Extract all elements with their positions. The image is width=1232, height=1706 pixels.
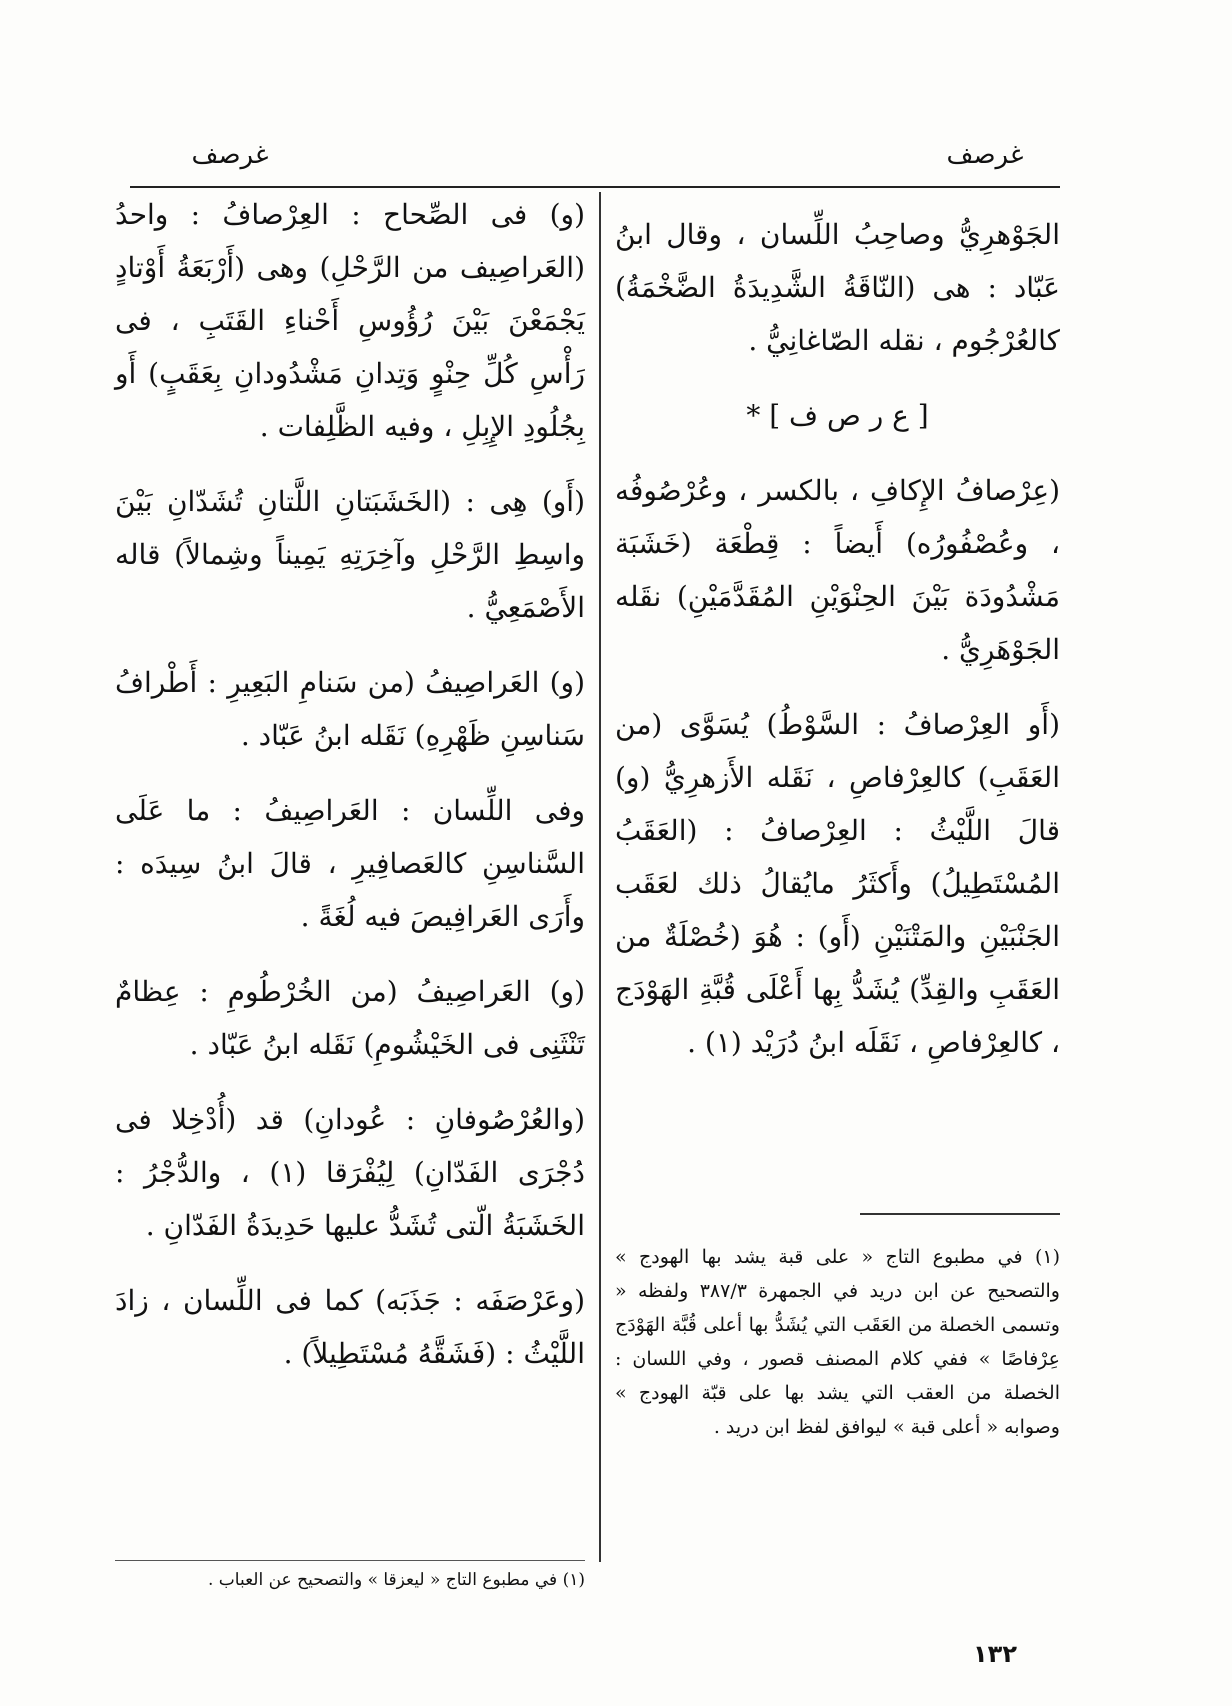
left-paragraph-6: (والعُرْصُوفانِ : عُودانِ) قد (أُدْخِلا فى دُجْرَى الفَدّانِ) لِيُفْرَقا (١) ، والدُّجْرُ : الخَشَبَةُ الّتى تُشَدُّ عليها حَدِيدَةُ الفَدّانِ . xyxy=(115,1103,585,1242)
footnote-left: (١) في مطبوع التاج « ليعزقا » والتصحيح عن العباب . xyxy=(207,1570,585,1590)
running-header-right: غرصف xyxy=(946,140,1024,170)
footnote-right xyxy=(615,1240,1060,1444)
footnote-rule-right xyxy=(860,1213,1060,1215)
footnote-marker: (١) xyxy=(1034,1246,1060,1268)
left-paragraph-1: (و) فى الصِّحاح : العِرْصافُ : واحدُ (العَراصِيف من الرَّحْلِ) وهى (أَرْبَعَةُ أَوْتادٍ يَجْمَعْنَ بَيْنَ رُؤُوسِ أَحْناءِ القَتَبِ ، فى رَأْسِ كُلِّ حِنْوٍ وَتِدانِ مَشْدُودانِ بِعَقَبٍ) أَو بِجُلُودِ الإِبِلِ ، وفيه الظَّلِفات . xyxy=(115,198,585,443)
footnote-rule-left xyxy=(115,1560,585,1561)
left-paragraph-3: (و) العَراصِيفُ (من سَنامِ البَعِيرِ : أَطْرافُ سَناسِنِ ظَهْرِهِ) نَقَله ابنُ عَبّاد . xyxy=(115,666,585,752)
right-paragraph-2: (عِرْصافُ الإِكافِ ، بالكسر ، وعُرْصُوفُه ، وعُصْفُورُه) أَيضاً : قِطْعَة (خَشَبَة مَشْدُودَة بَيْنَ الحِنْوَيْنِ المُقَدَّمَيْنِ) نقَله الجَوْهَرِيُّ . xyxy=(615,474,1060,666)
running-header-left: غرصف xyxy=(191,140,269,170)
left-paragraph-2: (أَو) هِى : (الخَشَبَتانِ اللَّتانِ تُشَدّانِ بَيْنَ واسِطِ الرَّحْلِ وآخِرَتِهِ يَمِيناً وشِمالاً) قاله الأَصْمَعِيُّ . xyxy=(115,485,585,624)
left-paragraph-7: (وعَرْصَفَه : جَذَبَه) كما فى اللِّسان ، زادَ اللَّيْثُ : (فَشَقَّهُ مُسْتَطِيلاً) . xyxy=(115,1284,585,1370)
right-paragraph-1: الجَوْهرِيُّ وصاحِبُ اللِّسان ، وقال ابنُ عَبّاد : هى (النّاقَةُ الشَّدِيدَةُ الضَّخْمَةُ) كالعُرْجُوم ، نقله الصّاغانِيُّ . xyxy=(615,218,1060,357)
left-paragraph-4: وفى اللِّسان : العَراصِيفُ : ما عَلَى السَّناسِنِ كالعَصافِيرِ ، قالَ ابنُ سِيدَه : وأَرَى العَرافِيصَ فيه لُغَةً . xyxy=(115,794,585,933)
right-paragraph-3: (أَو العِرْصافُ : السَّوْطُ) يُسَوَّى (من العَقَبِ) كالعِرْفاصِ ، نَقَله الأَزهرِيُّ (و) قالَ اللَّيْثُ : العِرْصافُ : (العَقَبُ المُسْتَطِيلُ) وأَكثَرُ مايُقالُ ذلك لعَقَب الجَنْبَيْنِ والمَتْنَيْنِ (أَو) : هُوَ (خُصْلَةٌ من العَقَبِ والقِدِّ) يُشَدُّ بِها أَعْلَى قُبَّةِ الهَوْدَج ، كالعِرْفاصِ ، نَقَلَه ابنُ دُرَيْد (١) . xyxy=(615,708,1060,1059)
page-number: ١٣٢ xyxy=(973,1640,1017,1668)
footnote-right-text: في مطبوع التاج « على قبة يشد بها الهودج » والتصحيح عن ابن دريد في الجمهرة ٣٨٧/٣ ولفظه « وتسمى الخصلة من العَقَب التي يُشَدُّ بها أعلى قُبَّة الهَوْدَج عِرْفاصًا » ففي كلام المصنف قصور ، وفي اللسان : الخصلة من العقب التي يشد بها على قبّة الهودج » وصوابه « أعلى قبة » ليوافق لفظ ابن دريد . xyxy=(615,1246,1060,1438)
column-divider xyxy=(599,192,601,1562)
left-column xyxy=(115,188,585,1380)
left-paragraph-5: (و) العَراصِيفُ (من الخُرْطُومِ : عِظامٌ تَنْثَنِى فى الخَيْشُومِ) نَقَله ابنُ عَبّاد . xyxy=(115,975,585,1061)
right-column xyxy=(615,208,1060,1069)
entry-heading: [ ع ر ص ف ] * xyxy=(746,399,929,432)
